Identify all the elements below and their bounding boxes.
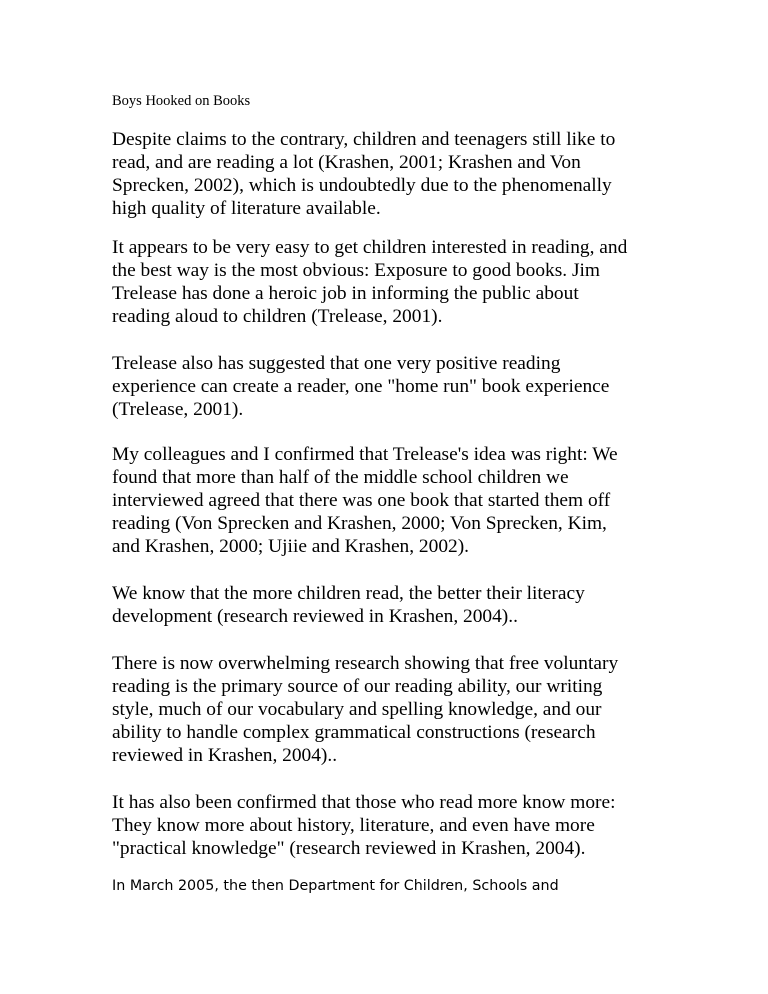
paragraph-line: Trelease also has suggested that one very positive reading (112, 353, 561, 374)
paragraph-line: There is now overwhelming research showing that free voluntary (112, 653, 619, 674)
paragraph-line: ability to handle complex grammatical constructions (research (112, 722, 596, 743)
paragraph-line: reading aloud to children (Trelease, 2001). (112, 306, 443, 327)
paragraph-line: We know that the more children read, the better their literacy (112, 583, 585, 604)
document-title: Boys Hooked on Books (112, 93, 251, 109)
paragraph-5 (112, 582, 672, 628)
paragraph-line: found that more than half of the middle school children we (112, 467, 569, 488)
paragraph-line: and Krashen, 2000; Ujiie and Krashen, 2002). (112, 536, 470, 557)
paragraph-line: reading (Von Sprecken and Krashen, 2000; Von Sprecken, Kim, (112, 513, 607, 534)
paragraph-2 (112, 236, 672, 328)
paragraph-7 (112, 791, 672, 860)
paragraph-line: It appears to be very easy to get children interested in reading, and (112, 237, 628, 258)
trailing-line: In March 2005, the then Department for Children, Schools and (112, 878, 559, 894)
paragraph-line: It has also been confirmed that those who read more know more: (112, 792, 616, 813)
paragraph-line: reviewed in Krashen, 2004).. (112, 745, 338, 766)
paragraph-3 (112, 352, 672, 421)
paragraph-line: experience can create a reader, one "home run" book experience (112, 376, 610, 397)
paragraph-line: reading is the primary source of our reading ability, our writing (112, 676, 603, 697)
paragraph-line: Sprecken, 2002), which is undoubtedly due to the phenomenally (112, 175, 612, 196)
paragraph-line: read, and are reading a lot (Krashen, 2001; Krashen and Von (112, 152, 581, 173)
paragraph-1 (112, 128, 672, 220)
paragraph-line: the best way is the most obvious: Exposure to good books. Jim (112, 260, 600, 281)
paragraph-line: My colleagues and I confirmed that Trelease's idea was right: We (112, 444, 618, 465)
paragraph-line: style, much of our vocabulary and spelling knowledge, and our (112, 699, 602, 720)
paragraph-line: high quality of literature available. (112, 198, 381, 219)
paragraph-line: "practical knowledge" (research reviewed in Krashen, 2004). (112, 838, 586, 859)
paragraph-line: Trelease has done a heroic job in informing the public about (112, 283, 579, 304)
paragraph-4 (112, 443, 672, 558)
paragraph-line: (Trelease, 2001). (112, 399, 244, 420)
paragraph-line: development (research reviewed in Krashen, 2004).. (112, 606, 518, 627)
paragraph-line: Despite claims to the contrary, children and teenagers still like to (112, 129, 616, 150)
paragraph-line: interviewed agreed that there was one book that started them off (112, 490, 611, 511)
paragraph-6 (112, 652, 672, 767)
paragraph-line: They know more about history, literature, and even have more (112, 815, 595, 836)
